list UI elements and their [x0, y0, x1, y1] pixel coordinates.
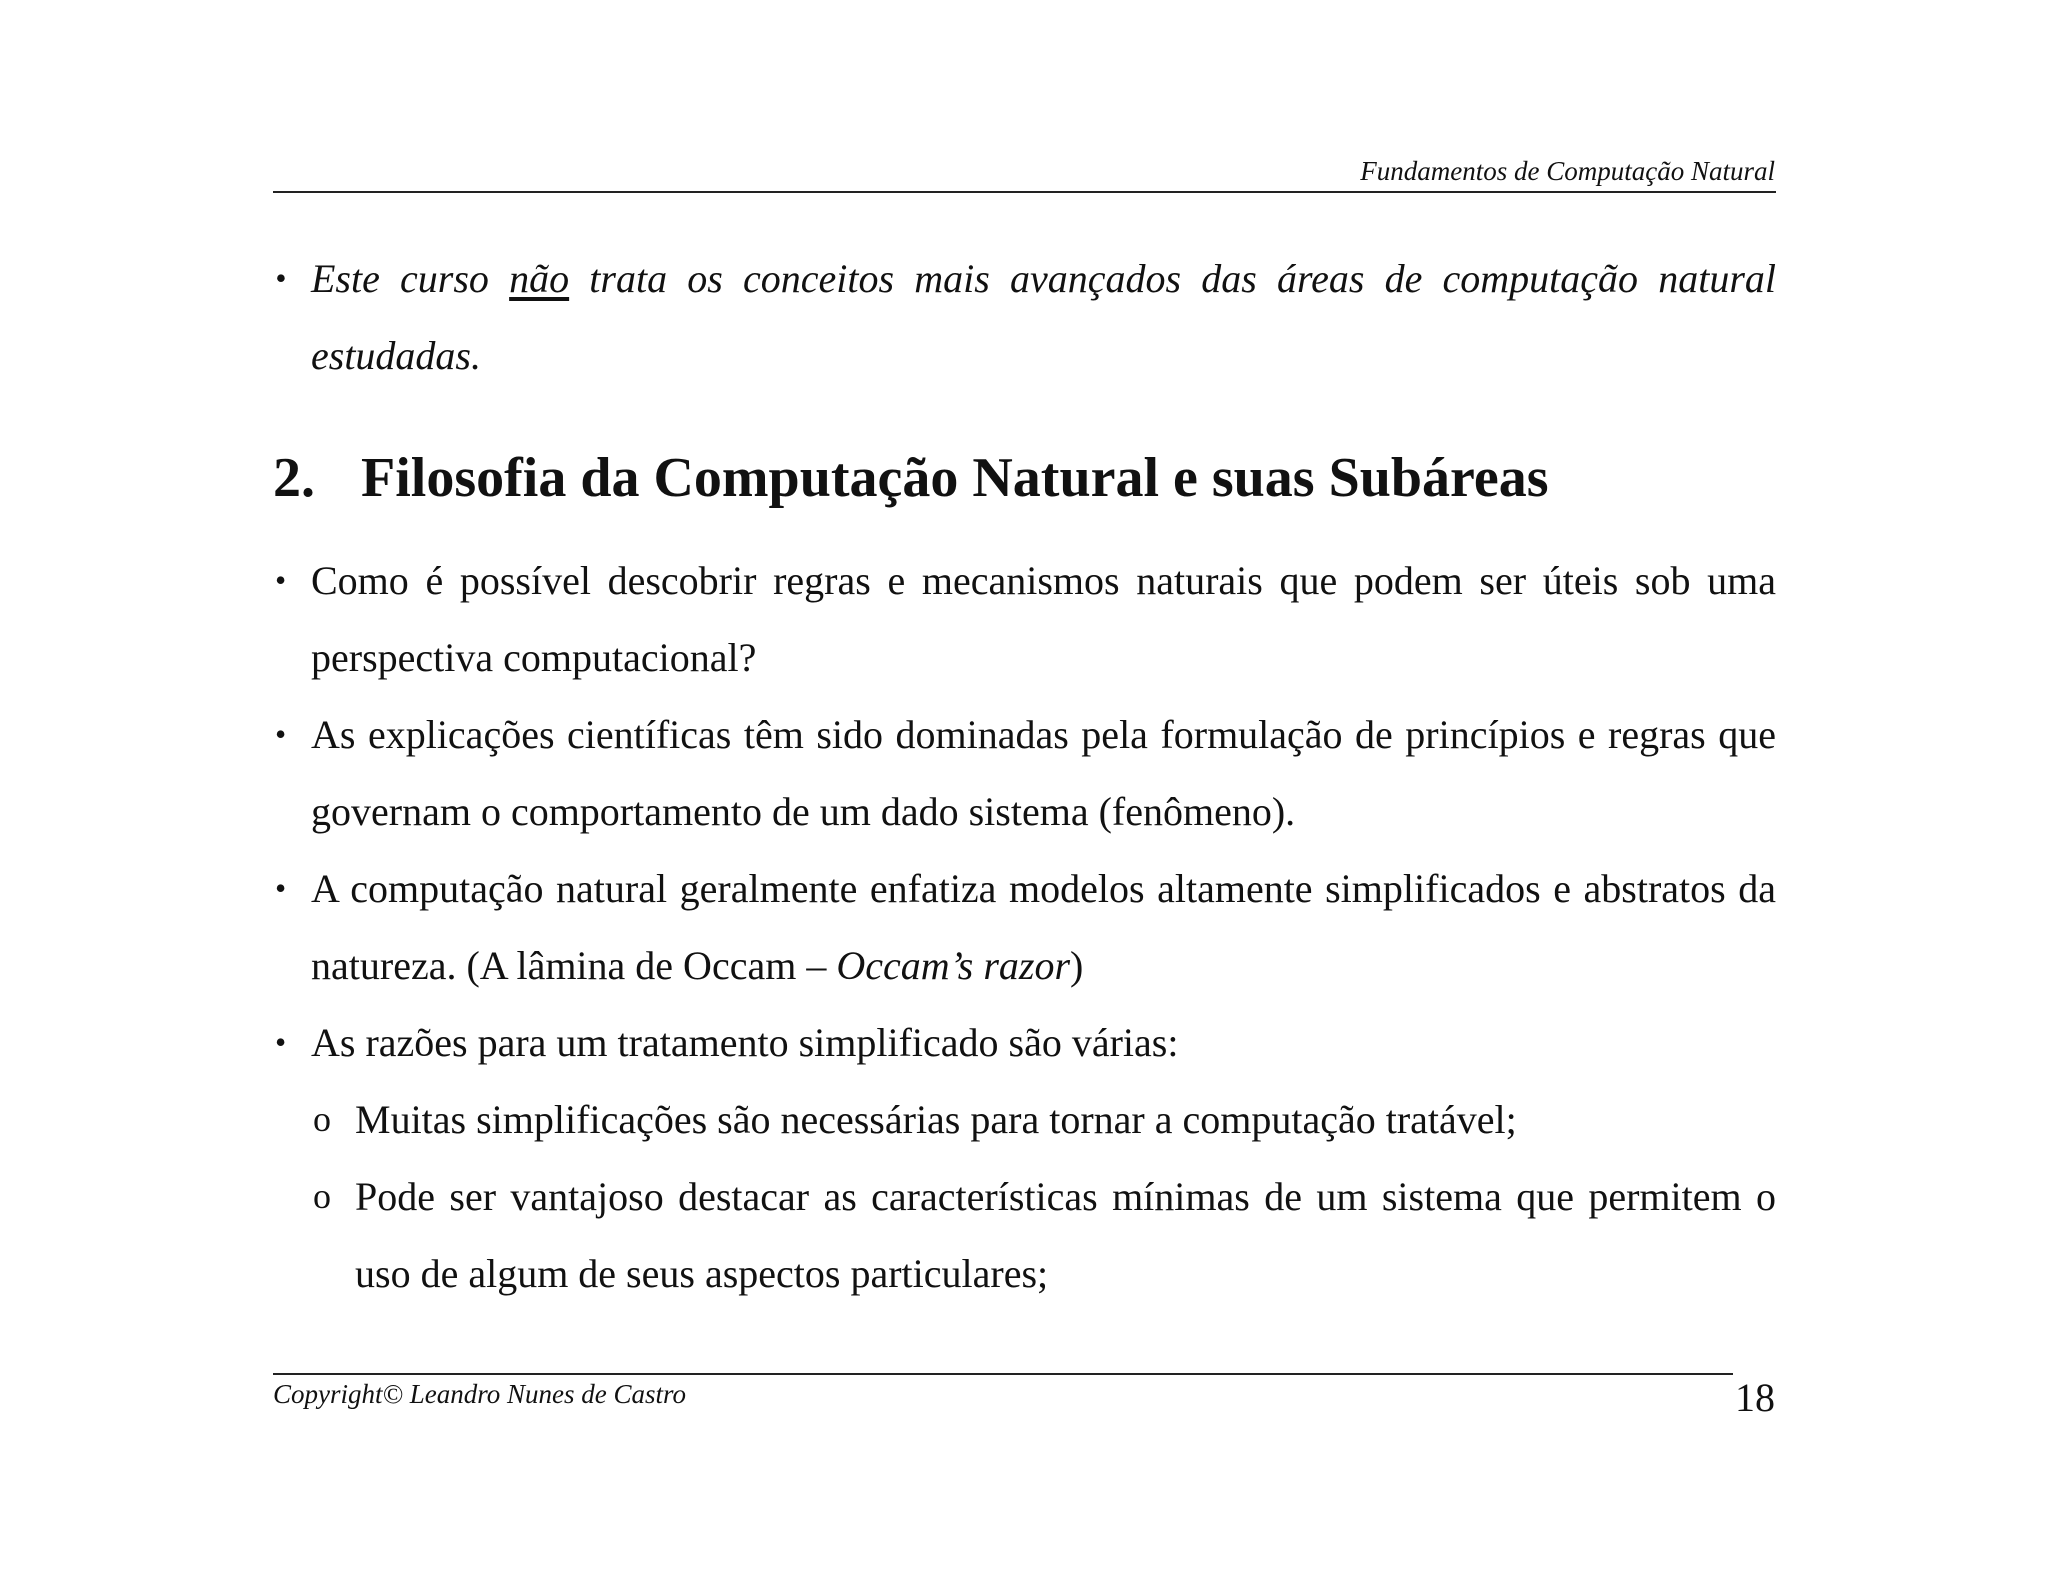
bullet-item — [273, 542, 1776, 696]
bullet-item — [273, 696, 1776, 850]
bullet-text: A computação natural geralmente enfatiza modelos altamente simplificados e abstratos da natureza. (A lâmina de Occam – — [311, 866, 1776, 988]
bullet-icon: • — [275, 562, 287, 598]
bullet-text: As explicações científicas têm sido dominadas pela formulação de princípios e regras que governam o comportamento de um dado sistema (fenômeno). — [311, 712, 1776, 834]
intro-text-part1: Este curso — [311, 256, 510, 301]
bullet-icon: • — [275, 1024, 287, 1060]
header-divider — [273, 191, 1776, 193]
circle-bullet-icon: o — [313, 1099, 331, 1139]
sub-bullet-item — [273, 1158, 1776, 1312]
section-title: Filosofia da Computação Natural e suas Subáreas — [361, 447, 1549, 509]
header-title: Fundamentos de Computação Natural — [1360, 156, 1775, 186]
page-body — [273, 240, 1776, 1312]
footer-copyright: Copyright© Leandro Nunes de Castro — [273, 1379, 687, 1409]
bullet-item — [273, 1004, 1776, 1081]
footer-divider — [273, 1373, 1733, 1375]
intro-emphasis: não — [509, 256, 570, 301]
sub-bullet-item — [273, 1081, 1776, 1158]
sub-bullet-text: Muitas simplificações são necessárias para tornar a computação tratável; — [355, 1097, 1517, 1142]
intro-bullet — [273, 240, 1776, 394]
sub-bullet-text: Pode ser vantajoso destacar as características mínimas de um sistema que permitem o uso de algum de seus aspectos particulares; — [355, 1174, 1776, 1296]
occam-razor-term: Occam’s razor — [836, 943, 1071, 988]
bullet-text-close: ) — [1070, 943, 1084, 988]
bullet-text: Como é possível descobrir regras e mecanismos naturais que podem ser úteis sob uma perspectiva computacional? — [311, 558, 1776, 680]
bullet-icon: • — [275, 260, 287, 296]
bullet-text: As razões para um tratamento simplificado são várias: — [311, 1020, 1179, 1065]
page-number: 18 — [1735, 1375, 1775, 1420]
bullet-icon: • — [275, 716, 287, 752]
circle-bullet-icon: o — [313, 1176, 331, 1216]
intro-text-part2: trata os conceitos mais avançados das áreas de computação natural estudadas. — [311, 256, 1776, 378]
section-heading — [273, 442, 1776, 514]
bullet-item — [273, 850, 1776, 1004]
bullet-icon: • — [275, 870, 287, 906]
section-number: 2. — [273, 447, 315, 509]
